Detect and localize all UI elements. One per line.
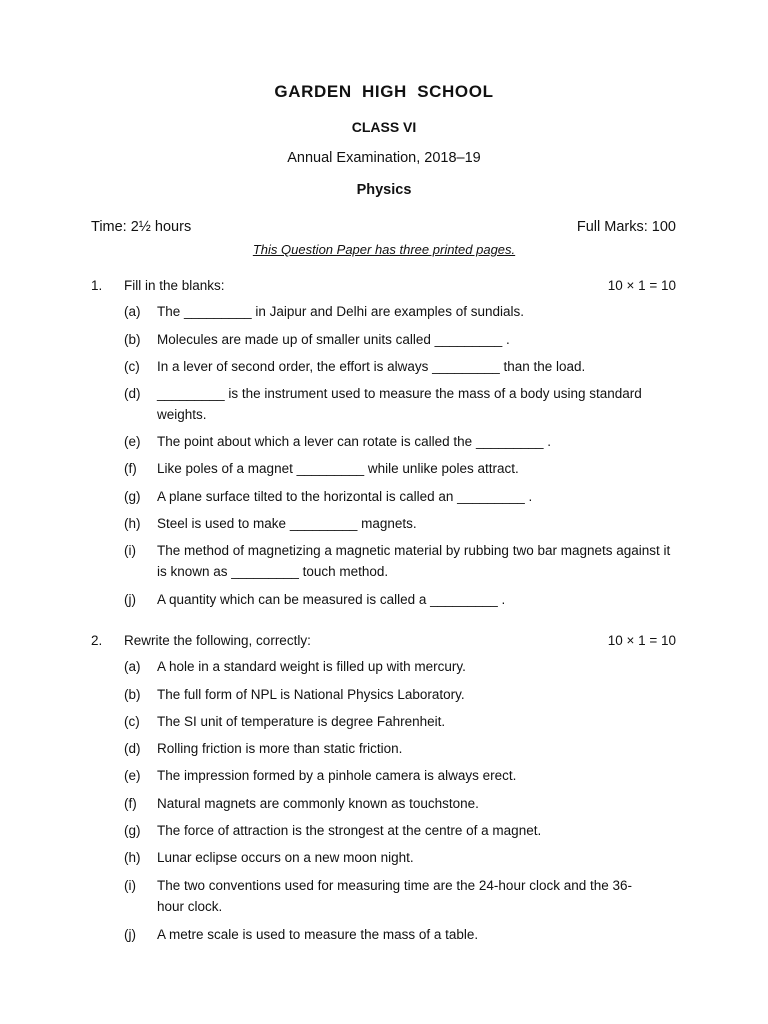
item-label: (g) bbox=[124, 489, 141, 504]
q1-item-g bbox=[124, 486, 680, 507]
item-text: A metre scale is used to measure the mass of a table. bbox=[157, 927, 479, 942]
question-marks: 10 × 1 = 10 bbox=[607, 633, 676, 648]
item-text: _________ is the instrument used to measure the mass of a body using standard weights. bbox=[157, 386, 642, 422]
question-number: 2. bbox=[91, 633, 103, 648]
item-label: (j) bbox=[124, 927, 136, 942]
item-text: A quantity which can be measured is called a _________ . bbox=[157, 592, 506, 607]
item-label: (a) bbox=[124, 304, 141, 319]
item-label: (b) bbox=[124, 687, 141, 702]
q2-item-b bbox=[124, 684, 680, 705]
item-label: (e) bbox=[124, 434, 141, 449]
class-label: CLASS VI bbox=[351, 119, 417, 135]
item-label: (c) bbox=[124, 359, 140, 374]
item-label: (h) bbox=[124, 850, 141, 865]
item-text: In a lever of second order, the effort is always _________ than the load. bbox=[157, 359, 586, 374]
item-text: Like poles of a magnet _________ while unlike poles attract. bbox=[157, 461, 519, 476]
item-label: (d) bbox=[124, 386, 141, 401]
item-label: (f) bbox=[124, 461, 137, 476]
q1-item-f bbox=[124, 458, 680, 479]
q1-item-d bbox=[124, 383, 680, 425]
item-label: (f) bbox=[124, 796, 137, 811]
full-marks: Full Marks: 100 bbox=[576, 219, 676, 235]
item-text: A plane surface tilted to the horizontal is called an _________ . bbox=[157, 489, 533, 504]
item-label: (a) bbox=[124, 659, 141, 674]
item-text: The method of magnetizing a magnetic material by rubbing two bar magnets against it is known as _________ touch method. bbox=[157, 543, 671, 579]
item-label: (g) bbox=[124, 823, 141, 838]
question-number: 1. bbox=[91, 278, 103, 293]
school-name: GARDEN HIGH SCHOOL bbox=[274, 82, 494, 101]
q2-item-i bbox=[124, 875, 680, 917]
item-label: (i) bbox=[124, 878, 136, 893]
q1-item-j bbox=[124, 589, 680, 610]
q1-item-a bbox=[124, 301, 680, 322]
item-text: The point about which a lever can rotate is called the _________ . bbox=[157, 434, 552, 449]
q1-item-i bbox=[124, 540, 680, 582]
question-title: Fill in the blanks: bbox=[124, 278, 225, 293]
item-text: Steel is used to make _________ magnets. bbox=[157, 516, 417, 531]
q2-item-h bbox=[124, 847, 680, 868]
q1-item-b bbox=[124, 329, 680, 350]
question-marks: 10 × 1 = 10 bbox=[607, 278, 676, 293]
pages-note: This Question Paper has three printed pages. bbox=[252, 242, 516, 257]
item-text: The SI unit of temperature is degree Fahrenheit. bbox=[157, 714, 446, 729]
q2-item-d bbox=[124, 738, 680, 759]
q1-item-h bbox=[124, 513, 680, 534]
q2-item-g bbox=[124, 820, 680, 841]
item-text: Molecules are made up of smaller units called _________ . bbox=[157, 332, 510, 347]
subject-title: Physics bbox=[356, 182, 412, 198]
exam-title: Annual Examination, 2018–19 bbox=[287, 150, 481, 166]
q2-item-a bbox=[124, 656, 680, 677]
item-text: The force of attraction is the strongest at the centre of a magnet. bbox=[157, 823, 542, 838]
q1-item-e bbox=[124, 431, 680, 452]
q2-item-j bbox=[124, 924, 680, 945]
item-text: Natural magnets are commonly known as touchstone. bbox=[157, 796, 479, 811]
item-label: (i) bbox=[124, 543, 136, 558]
item-text: The full form of NPL is National Physics Laboratory. bbox=[157, 687, 465, 702]
item-text: Lunar eclipse occurs on a new moon night. bbox=[157, 850, 414, 865]
q1-item-c bbox=[124, 356, 680, 377]
q2-item-c bbox=[124, 711, 680, 732]
item-text: Rolling friction is more than static friction. bbox=[157, 741, 403, 756]
q2-item-f bbox=[124, 793, 680, 814]
item-label: (b) bbox=[124, 332, 141, 347]
item-text: A hole in a standard weight is filled up with mercury. bbox=[157, 659, 466, 674]
item-text: The impression formed by a pinhole camera is always erect. bbox=[157, 768, 517, 783]
item-label: (c) bbox=[124, 714, 140, 729]
item-text: The two conventions used for measuring time are the 24-hour clock and the 36-hour clock. bbox=[157, 878, 633, 914]
item-label: (h) bbox=[124, 516, 141, 531]
item-label: (e) bbox=[124, 768, 141, 783]
item-label: (d) bbox=[124, 741, 141, 756]
question-title: Rewrite the following, correctly: bbox=[124, 633, 311, 648]
time-allowed: Time: 2½ hours bbox=[91, 219, 192, 235]
q2-item-e bbox=[124, 765, 680, 786]
item-label: (j) bbox=[124, 592, 136, 607]
item-text: The _________ in Jaipur and Delhi are examples of sundials. bbox=[157, 304, 524, 319]
